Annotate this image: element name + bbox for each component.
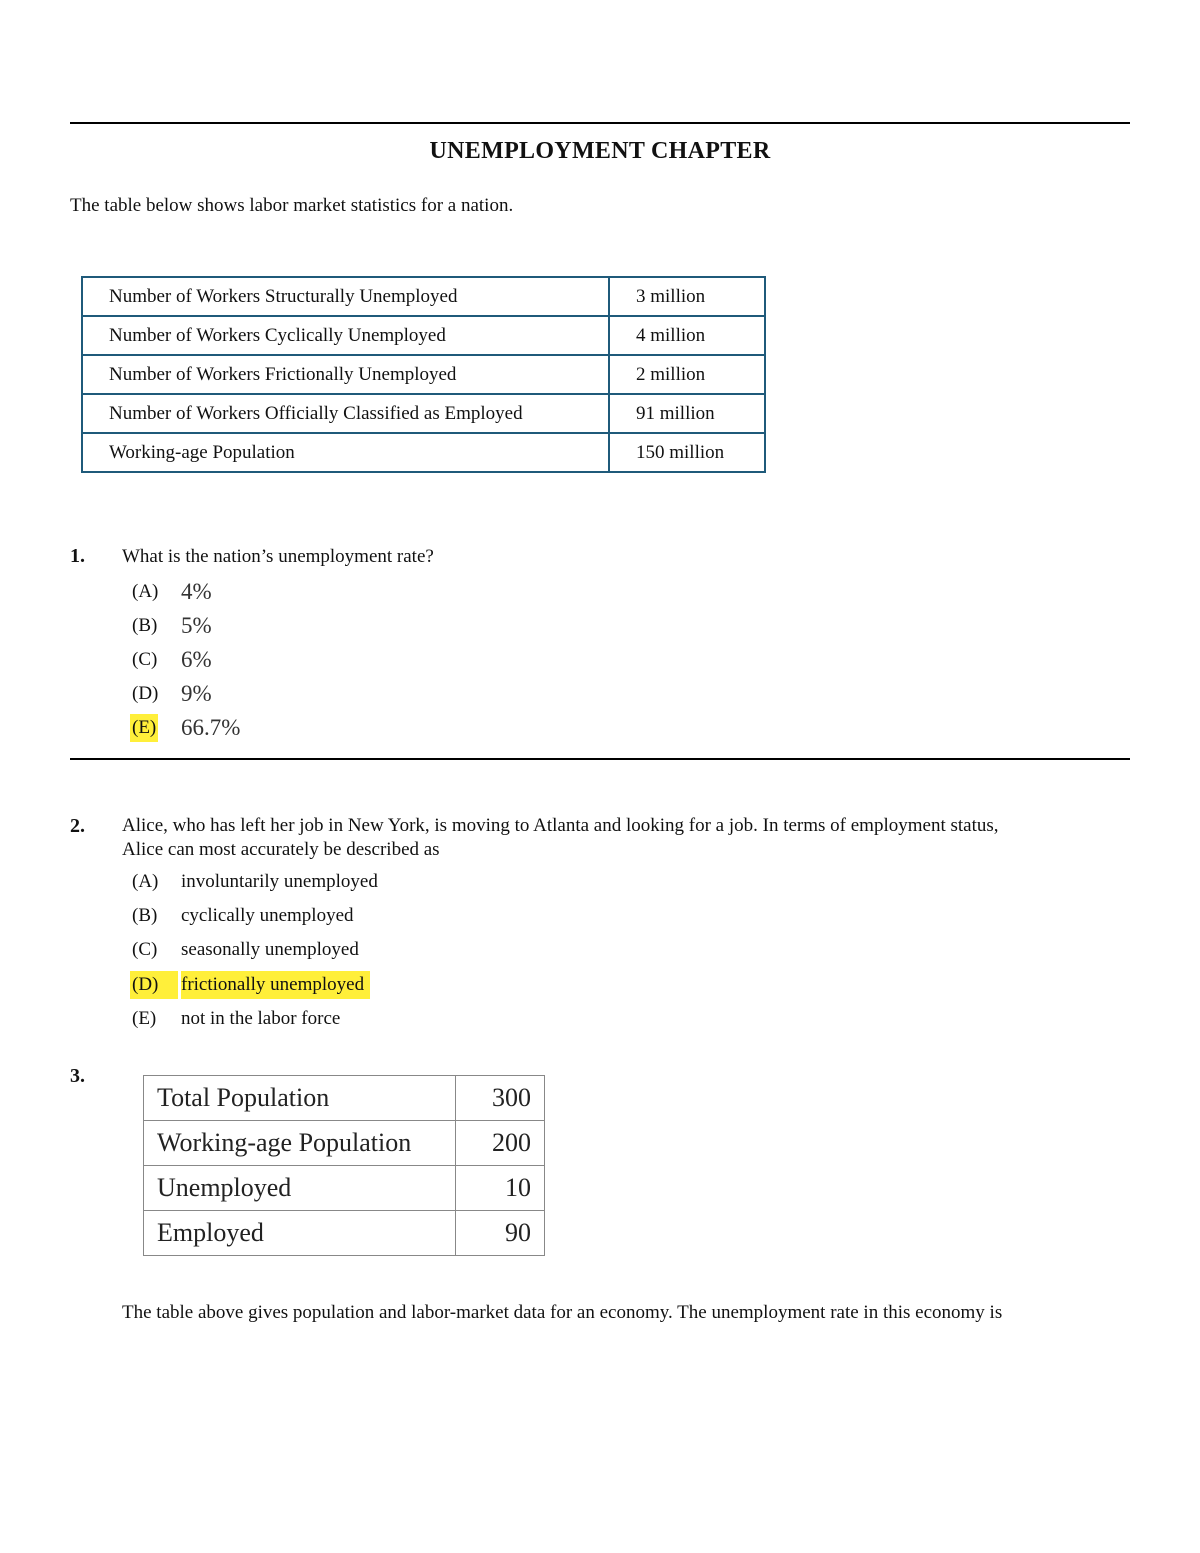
q2-option-b[interactable] xyxy=(130,902,354,930)
question-2-line-2: Alice can most accurately be described as xyxy=(122,839,440,860)
q1-option-e[interactable] xyxy=(130,714,241,742)
q1-option-b[interactable] xyxy=(130,612,212,640)
row-value: 10 xyxy=(456,1166,545,1211)
section-rule xyxy=(70,758,1130,760)
row-value: 150 million xyxy=(609,433,765,472)
question-2-number: 2. xyxy=(70,815,85,837)
row-label: Working-age Population xyxy=(144,1121,456,1166)
option-label: (B) xyxy=(132,615,158,636)
table-row xyxy=(82,316,765,355)
row-value: 200 xyxy=(456,1121,545,1166)
table-row xyxy=(82,433,765,472)
option-text: 6% xyxy=(181,647,212,672)
row-label: Number of Workers Cyclically Unemployed xyxy=(82,316,609,355)
option-text: seasonally unemployed xyxy=(181,939,359,960)
option-label: (C) xyxy=(132,939,158,960)
question-1-number: 1. xyxy=(70,545,85,567)
q2-option-c[interactable] xyxy=(130,936,359,964)
option-label: (D) xyxy=(132,683,159,704)
q1-option-d[interactable] xyxy=(130,680,212,708)
row-value: 2 million xyxy=(609,355,765,394)
row-label: Employed xyxy=(144,1211,456,1256)
labor-stats-table xyxy=(81,276,766,473)
row-label: Working-age Population xyxy=(82,433,609,472)
table-row xyxy=(144,1211,545,1256)
row-value: 90 xyxy=(456,1211,545,1256)
question-3-number: 3. xyxy=(70,1065,85,1087)
option-label: (A) xyxy=(132,871,159,892)
option-label: (C) xyxy=(132,649,158,670)
question-2-line-1: Alice, who has left her job in New York, is moving to Atlanta and looking for a job. In terms of employment status, xyxy=(122,815,999,836)
option-label-highlighted: (E) xyxy=(130,714,158,742)
row-label: Number of Workers Frictionally Unemployed xyxy=(82,355,609,394)
question-1-text: What is the nation’s unemployment rate? xyxy=(122,546,434,567)
q1-option-a[interactable] xyxy=(130,578,212,606)
table-row xyxy=(144,1166,545,1211)
question-3-text: The table above gives population and labor-market data for an economy. The unemployment rate in this economy is xyxy=(122,1302,1003,1323)
row-value: 300 xyxy=(456,1076,545,1121)
option-label: (E) xyxy=(132,1008,157,1029)
q1-option-c[interactable] xyxy=(130,646,212,674)
question-2-text xyxy=(122,814,999,862)
top-rule xyxy=(70,122,1130,124)
q2-option-e[interactable] xyxy=(130,1005,341,1033)
option-text: 4% xyxy=(181,579,212,604)
intro-text: The table below shows labor market statistics for a nation. xyxy=(70,195,514,216)
table-row xyxy=(144,1121,545,1166)
row-label: Number of Workers Officially Classified as Employed xyxy=(82,394,609,433)
q2-option-a[interactable] xyxy=(130,868,378,896)
option-text: 5% xyxy=(181,613,212,638)
table-row xyxy=(82,394,765,433)
row-value: 91 million xyxy=(609,394,765,433)
row-label: Unemployed xyxy=(144,1166,456,1211)
table-row xyxy=(144,1076,545,1121)
option-label: (B) xyxy=(132,905,158,926)
option-text: not in the labor force xyxy=(181,1008,341,1029)
table-row xyxy=(82,355,765,394)
row-value: 4 million xyxy=(609,316,765,355)
option-text: cyclically unemployed xyxy=(181,905,354,926)
row-label: Total Population xyxy=(144,1076,456,1121)
q2-option-d[interactable] xyxy=(130,971,365,999)
table-row xyxy=(82,277,765,316)
option-text: involuntarily unemployed xyxy=(181,871,378,892)
option-text: 9% xyxy=(181,681,212,706)
option-label: (A) xyxy=(132,581,159,602)
population-table xyxy=(143,1075,545,1256)
option-text: 66.7% xyxy=(181,715,241,740)
row-value: 3 million xyxy=(609,277,765,316)
option-text-highlighted: frictionally unemployed xyxy=(181,971,370,999)
option-label-highlighted: (D) xyxy=(130,971,178,999)
page-title: UNEMPLOYMENT CHAPTER xyxy=(429,138,771,164)
row-label: Number of Workers Structurally Unemployed xyxy=(82,277,609,316)
